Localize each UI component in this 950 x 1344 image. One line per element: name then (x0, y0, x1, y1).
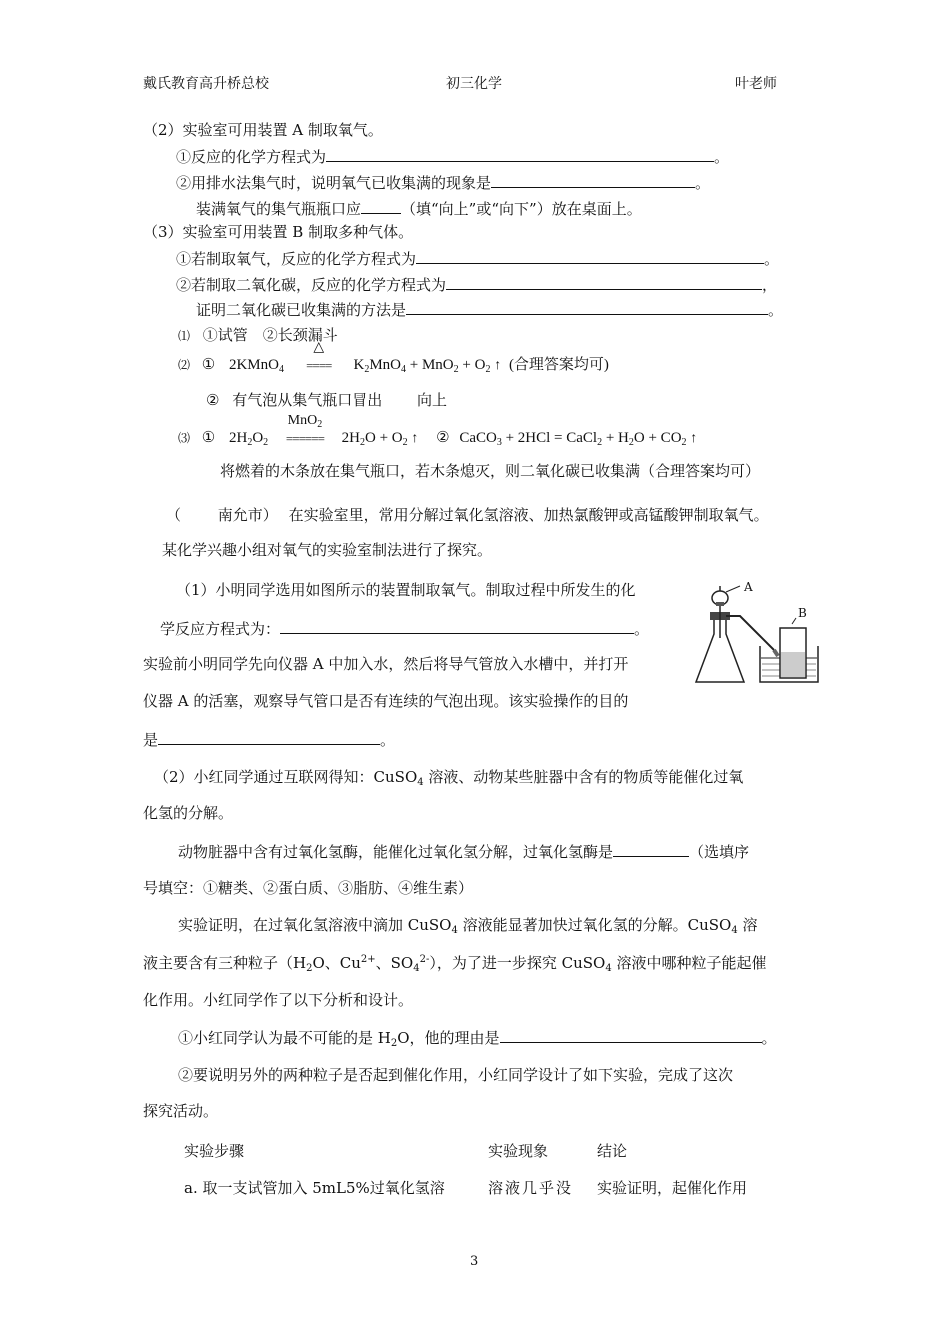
p1-line1: （1）小明同学选用如图所示的装置制取氧气。制取过程中所发生的化 (176, 581, 636, 599)
eq-product: O + O (365, 430, 403, 446)
p2-text: 动物脏器中含有过氧化氢酶，能催化过氧化氢分解，过氧化氢酶是 (178, 843, 614, 861)
gas-arrow-icon: ↑ (411, 431, 419, 446)
q2-item1 (176, 146, 729, 167)
eq-sub: 2 (453, 364, 459, 375)
answer-blank[interactable] (500, 1027, 762, 1043)
q3-title: （3）实验室可用装置 B 制取多种气体。 (143, 223, 414, 241)
formula-sub: 4 (413, 963, 420, 974)
circle-num: ② (206, 391, 220, 409)
table-cell-conclusion: 实验证明，起催化作用 (597, 1179, 748, 1197)
eq-sub: 2 (628, 437, 634, 448)
p1-line5-suffix: 。 (380, 731, 396, 749)
p2-line4: 号填空：①糖类、②蛋白质、③脂肪、④维生素） (143, 879, 474, 897)
p1-line3: 实验前小明同学先向仪器 A 中加入水，然后将导气管放入水槽中，并打开 (143, 655, 629, 673)
eq-sub: 2 (597, 437, 603, 448)
eq-product: MnO (369, 357, 401, 373)
eq-sub: 2 (317, 419, 323, 430)
apparatus-figure (692, 578, 820, 686)
answer-num: ⑶ (178, 431, 191, 445)
answer-blank[interactable] (361, 198, 401, 214)
q2-item1-text: ①反应的化学方程式为 (176, 148, 327, 166)
header-teacher: 叶老师 (735, 76, 777, 92)
figure-label-b: B (798, 606, 807, 620)
q3-item2-suffix: ， (762, 276, 778, 294)
table-cell-phenomenon: 溶液几乎没 (488, 1179, 574, 1197)
p2-q1 (178, 1027, 777, 1048)
p2-q2-line2: 探究活动。 (143, 1102, 219, 1120)
p2-text: （选填序 (689, 843, 750, 861)
answer-2b-direction: 向上 (417, 391, 448, 409)
p1-line5 (143, 729, 395, 750)
answer-blank[interactable] (416, 248, 764, 264)
answer-2b-text: 有气泡从集气瓶口冒出 (232, 391, 383, 409)
figure-label-a: A (744, 580, 753, 594)
problem-intro-line2: 某化学兴趣小组对氧气的实验室制法进行了探究。 (162, 541, 493, 559)
eq-heat-sign (298, 340, 340, 376)
header-subject: 初三化学 (446, 76, 502, 92)
answer-num: ⑵ (178, 358, 191, 372)
eq-sub: 2 (485, 364, 491, 375)
answer-note: (合理答案均可) (508, 357, 609, 373)
p1-line2 (160, 618, 649, 639)
eq-sub: 4 (401, 364, 406, 375)
gas-arrow-icon: ↑ (494, 358, 502, 373)
answer-1-text: ①试管 ②长颈漏斗 (202, 326, 338, 344)
table-header-phenomenon: 实验现象 (488, 1142, 549, 1160)
answer-blank[interactable] (446, 274, 762, 290)
q2-item2-suffix: 。 (695, 174, 711, 192)
answer-blank[interactable] (158, 729, 380, 745)
p2-line7: 化作用。小红同学作了以下分析和设计。 (143, 991, 414, 1009)
p2-line2: 化氢的分解。 (143, 804, 234, 822)
p2-line6 (143, 953, 767, 973)
answer-blank[interactable] (280, 618, 634, 634)
circle-num: ② (436, 430, 450, 446)
p2-q2-line1: ②要说明另外的两种粒子是否起到催化作用，小红同学设计了如下实验，完成了这次 (178, 1066, 734, 1084)
eq-product: 2H (341, 430, 360, 446)
p2-text: O，他的理由是 (397, 1029, 500, 1047)
eq-sub: 3 (496, 437, 502, 448)
p1-line4: 仪器 A 的活塞，观察导气管口是否有连续的气泡出现。该实验操作的目的 (143, 692, 629, 710)
eq-sub: 2 (263, 437, 269, 448)
p2-text: 溶液、动物某些脏器中含有的物质等能催化过氧 (423, 768, 744, 786)
answer-blank[interactable] (326, 146, 714, 162)
p2-text: ①小红同学认为最不可能的是 H (178, 1029, 391, 1047)
charge-sup: 2- (419, 954, 430, 965)
formula-sub: 4 (731, 925, 738, 936)
table-header-conclusion: 结论 (597, 1142, 628, 1160)
q3-item1-text: ①若制取氧气，反应的化学方程式为 (176, 250, 417, 268)
p2-text: 溶液中哪种粒子能起催 (611, 954, 767, 972)
header-school: 戴氏教育高升桥总校 (143, 76, 269, 92)
catalyst-text: MnO (287, 413, 318, 428)
formula-sub: 4 (417, 777, 424, 788)
q2-item3-suffix: （填“向上”或“向下”）放在桌面上。 (401, 200, 642, 218)
p1-line2-text: 学反应方程式为： (160, 620, 281, 638)
formula-sub: 2 (390, 1038, 398, 1049)
q3-item2 (176, 274, 777, 295)
page-number: 3 (470, 1254, 479, 1269)
q2-item3-text: 装满氧气的集气瓶瓶口应 (196, 200, 362, 218)
table-cell-step: a. 取一支试管加入 5mL5%过氧化氢溶 (184, 1179, 445, 1197)
eq-product: + MnO (406, 357, 454, 373)
heat-triangle-icon: △ (313, 340, 325, 355)
q2-item3 (196, 198, 642, 219)
p2-text: O、Cu (312, 954, 361, 972)
circle-num: ① (201, 430, 216, 446)
eq-term: + H (602, 430, 629, 446)
p2-line5 (178, 915, 758, 935)
eq-sub: 2 (247, 437, 253, 448)
eq-sub: 2 (360, 437, 365, 448)
circle-num: ① (201, 357, 216, 373)
answer-3-equations (178, 413, 698, 449)
eq-product: + O (458, 357, 486, 373)
formula-sub: 4 (605, 963, 612, 974)
q2-item2-text: ②用排水法集气时，说明氧气已收集满的现象是 (176, 174, 492, 192)
eq-reactant: CaCO (459, 430, 497, 446)
q3-item3-suffix: 。 (768, 301, 784, 319)
eq-catalyst-sign (278, 413, 332, 449)
flask-apparatus-icon (692, 578, 820, 686)
answer-num: ⑴ (178, 329, 191, 343)
p2-text: （2）小红同学通过互联网得知：CuSO (154, 768, 418, 786)
eq-sub: 4 (278, 364, 284, 375)
gas-arrow-icon: ↑ (690, 431, 698, 446)
p2-text: 、SO (375, 954, 414, 972)
q3-item3-text: 证明二氧化碳已收集满的方法是 (196, 301, 407, 319)
answer-blank[interactable] (406, 299, 768, 315)
formula-sub: 2 (306, 963, 313, 974)
source-paren: （ (166, 506, 182, 524)
p2-text: 液主要含有三种粒子（H (143, 954, 307, 972)
answer-3-method: 将燃着的木条放在集气瓶口，若木条熄灭，则二氧化碳已收集满（合理答案均可） (220, 462, 761, 480)
answer-blank[interactable] (491, 172, 695, 188)
eq-reactant: 2KMnO (228, 357, 279, 373)
eq-term: + 2HCl = CaCl (501, 430, 598, 446)
eq-product: K (353, 357, 365, 373)
p2-text: 溶液能显著加快过氧化氢的分解。CuSO (457, 916, 732, 934)
q2-title: （2）实验室可用装置 A 制取氧气。 (143, 121, 383, 139)
answer-2-equation (178, 340, 609, 376)
eq-equals: ====== (285, 431, 324, 446)
formula-sub: 4 (451, 925, 458, 936)
eq-equals: ==== (306, 358, 332, 373)
p1-line5-text: 是 (143, 731, 159, 749)
p2-text: 溶 (737, 916, 758, 934)
source-city: 南允市） (217, 506, 278, 524)
eq-term: O + CO (633, 430, 682, 446)
p1-line2-suffix: 。 (634, 620, 650, 638)
q3-item3 (196, 299, 783, 320)
answer-2b (206, 390, 447, 410)
eq-sub: 2 (402, 437, 408, 448)
eq-catalyst (278, 411, 332, 431)
p2-text: 。 (761, 1029, 777, 1047)
q3-item1 (176, 248, 779, 269)
q2-item2 (176, 172, 710, 193)
eq-reactant: O (252, 430, 264, 446)
q2-item1-suffix: 。 (714, 148, 730, 166)
q3-item2-text: ②若制取二氧化碳，反应的化学方程式为 (176, 276, 447, 294)
q3-item1-suffix: 。 (764, 250, 780, 268)
table-header-step: 实验步骤 (184, 1142, 245, 1160)
p2-text: ），为了进一步探究 CuSO (429, 954, 606, 972)
problem-intro (166, 505, 769, 525)
answer-blank[interactable] (613, 841, 689, 857)
eq-reactant: 2H (228, 430, 248, 446)
p2-text: 实验证明，在过氧化氢溶液中滴加 CuSO (178, 916, 452, 934)
charge-sup: 2+ (360, 954, 376, 965)
p2-line1 (154, 767, 743, 787)
eq-sub: 2 (681, 437, 687, 448)
problem-intro-text: 在实验室里，常用分解过氧化氢溶液、加热氯酸钾或高锰酸钾制取氧气。 (288, 506, 769, 524)
p2-line3 (178, 841, 749, 862)
eq-sub: 2 (364, 364, 370, 375)
